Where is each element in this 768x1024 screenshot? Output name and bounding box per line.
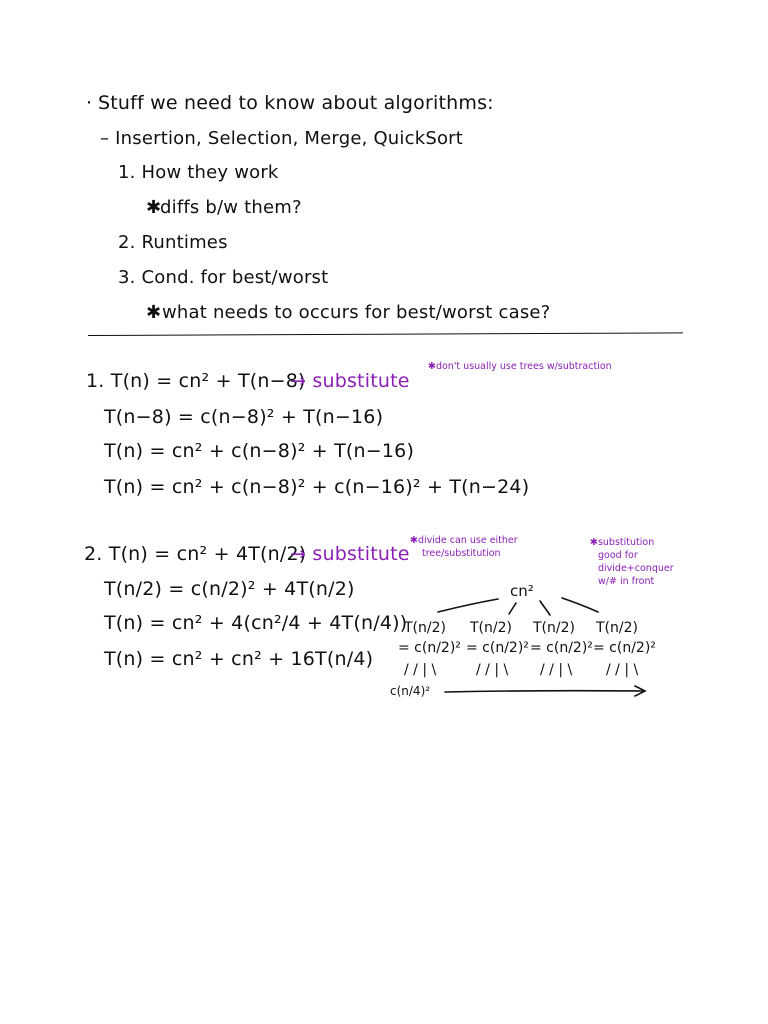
item-diffs: diffs b/w them? — [160, 197, 302, 218]
algorithms-list: – Insertion, Selection, Merge, QuickSort — [100, 128, 464, 149]
p1-step4: T(n) = cn² + c(n−8)² + c(n−16)² + T(n−24) — [104, 476, 530, 498]
star-icon: ✱ — [146, 302, 162, 323]
tree-child-4: T(n/2) — [596, 620, 638, 636]
p1-annotation: ✱don't usually use trees w/subtraction — [428, 361, 612, 372]
p2-note2-line3: divide+conquer — [598, 563, 674, 574]
p2-note1-line1: ✱divide can use either — [410, 535, 518, 546]
star-icon: ✱ — [146, 197, 162, 218]
tree-leaves-2: / / | \ — [476, 662, 509, 678]
p2-note2-line1: ✱substitution — [590, 537, 655, 548]
tree-child-2: T(n/2) — [470, 620, 512, 636]
p1-step3: T(n) = cn² + c(n−8)² + T(n−16) — [104, 440, 415, 462]
branch-3 — [540, 601, 550, 615]
item-best-worst-case: what needs to occurs for best/worst case? — [162, 302, 551, 323]
p1-method: → substitute — [290, 370, 410, 392]
tree-child-3: T(n/2) — [533, 620, 575, 636]
notes-title: Stuff we need to know about algorithms: — [98, 92, 494, 114]
bullet-dot: · — [86, 92, 93, 114]
branch-1 — [438, 599, 498, 612]
p1-recurrence: 1. T(n) = cn² + T(n−8) — [86, 370, 306, 392]
p2-note2-line2: good for — [598, 550, 638, 561]
tree-root: cn² — [510, 582, 534, 600]
tree-leaves-1: / / | \ — [404, 662, 437, 678]
p2-note2-line4: w/# in front — [598, 576, 655, 587]
item-runtimes: 2. Runtimes — [118, 232, 228, 253]
p2-step3: T(n) = cn² + 4(cn²/4 + 4T(n/4)) — [104, 612, 408, 634]
tree-bottom-level: c(n/4)² — [390, 684, 431, 698]
p2-step4: T(n) = cn² + cn² + 16T(n/4) — [104, 648, 374, 670]
item-how-they-work: 1. How they work — [118, 162, 279, 183]
tree-child-4-expansion: = c(n/2)² — [593, 640, 656, 656]
p2-method: → substitute — [290, 543, 410, 565]
branch-4 — [562, 598, 598, 612]
p1-step2: T(n−8) = c(n−8)² + T(n−16) — [104, 406, 384, 428]
item-conditions: 3. Cond. for best/worst — [118, 267, 329, 288]
p2-note1-line2: tree/substitution — [422, 548, 501, 559]
tree-leaves-4: / / | \ — [606, 662, 639, 678]
branch-2 — [509, 603, 516, 614]
tree-child-1-expansion: = c(n/2)² — [398, 640, 461, 656]
p2-recurrence: 2. T(n) = cn² + 4T(n/2) — [84, 543, 307, 565]
tree-child-1: T(n/2) — [404, 620, 446, 636]
level-arrow-line — [445, 691, 643, 692]
p2-step2: T(n/2) = c(n/2)² + 4T(n/2) — [104, 578, 355, 600]
tree-leaves-3: / / | \ — [540, 662, 573, 678]
tree-child-3-expansion: = c(n/2)² — [530, 640, 593, 656]
tree-child-2-expansion: = c(n/2)² — [466, 640, 529, 656]
